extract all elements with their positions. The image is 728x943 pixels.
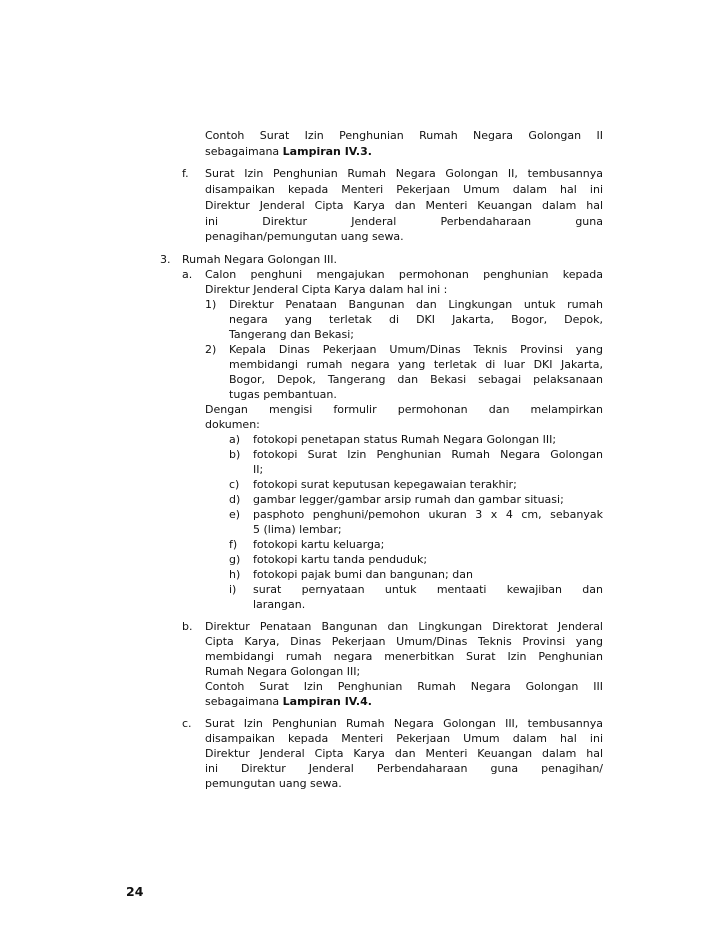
doc-item: fotokopi penetapan status Rumah Negara Golongan III; bbox=[253, 433, 557, 446]
text-line: ini Direktur Jenderal Perbendaharaan guna bbox=[205, 215, 603, 228]
list-label-3: 3. bbox=[160, 253, 171, 266]
text-line: Direktur Jenderal Cipta Karya dalam hal ini : bbox=[205, 283, 448, 296]
text-line: membidangi rumah negara yang terletak di luar DKI Jakarta, bbox=[229, 358, 603, 371]
text-line: Surat Izin Penghunian Rumah Negara Golongan III, tembusannya bbox=[205, 717, 603, 730]
doc-item: surat pernyataan untuk mentaati kewajiban dan bbox=[253, 583, 603, 596]
text-line: ini Direktur Jenderal Perbendaharaan guna penagihan/ bbox=[205, 762, 603, 775]
text-line: disampaikan kepada Menteri Pekerjaan Umum dalam hal ini bbox=[205, 183, 603, 196]
lampiran-ref: Lampiran IV.3. bbox=[282, 145, 372, 158]
text-line: Direktur Penataan Bangunan dan Lingkungan untuk rumah bbox=[229, 298, 603, 311]
text-line: disampaikan kepada Menteri Pekerjaan Umum dalam hal ini bbox=[205, 732, 603, 745]
doc-item: gambar legger/gambar arsip rumah dan gambar situasi; bbox=[253, 493, 564, 506]
doc-label: d) bbox=[229, 493, 241, 506]
doc-item: II; bbox=[253, 463, 264, 476]
text-line: Direktur Jenderal Cipta Karya dan Menteri Keuangan dalam hal bbox=[205, 747, 603, 760]
list-label-f: f. bbox=[182, 167, 189, 180]
text-line: penagihan/pemungutan uang sewa. bbox=[205, 230, 404, 243]
text-line: sebagaimana Lampiran IV.4. bbox=[205, 695, 372, 708]
text-line: Cipta Karya, Dinas Pekerjaan Umum/Dinas Teknis Provinsi yang bbox=[205, 635, 603, 648]
doc-label: e) bbox=[229, 508, 241, 521]
text-line: tugas pembantuan. bbox=[229, 388, 337, 401]
text-line: Dengan mengisi formulir permohonan dan melampirkan bbox=[205, 403, 603, 416]
text-line: negara yang terletak di DKI Jakarta, Bogor, Depok, bbox=[229, 313, 603, 326]
text-line: Contoh Surat Izin Penghunian Rumah Negara Golongan III bbox=[205, 680, 603, 693]
page-number: 24 bbox=[126, 884, 144, 899]
text-line: pemungutan uang sewa. bbox=[205, 777, 342, 790]
text-line: Bogor, Depok, Tangerang dan Bekasi sebagai pelaksanaan bbox=[229, 373, 603, 386]
text-line: Direktur Jenderal Cipta Karya dan Menteri Keuangan dalam hal bbox=[205, 199, 603, 212]
doc-item: fotokopi kartu keluarga; bbox=[253, 538, 385, 551]
list-label-b: b. bbox=[182, 620, 193, 633]
doc-label: a) bbox=[229, 433, 241, 446]
doc-item: fotokopi Surat Izin Penghunian Rumah Negara Golongan bbox=[253, 448, 603, 461]
text-line: membidangi rumah negara menerbitkan Surat Izin Penghunian bbox=[205, 650, 603, 663]
doc-label: f) bbox=[229, 538, 238, 551]
doc-label: b) bbox=[229, 448, 241, 461]
doc-label: g) bbox=[229, 553, 241, 566]
text-line: Direktur Penataan Bangunan dan Lingkungan Direktorat Jenderal bbox=[205, 620, 603, 633]
doc-label: c) bbox=[229, 478, 240, 491]
section-title: Rumah Negara Golongan III. bbox=[182, 253, 337, 266]
text-line: Tangerang dan Bekasi; bbox=[229, 328, 354, 341]
doc-label: h) bbox=[229, 568, 241, 581]
list-label-a: a. bbox=[182, 268, 193, 281]
doc-item: fotokopi kartu tanda penduduk; bbox=[253, 553, 428, 566]
list-label-c: c. bbox=[182, 717, 192, 730]
text-line: sebagaimana Lampiran IV.3. bbox=[205, 145, 372, 158]
list-label-2: 2) bbox=[205, 343, 217, 356]
text-line: Rumah Negara Golongan III; bbox=[205, 665, 361, 678]
doc-item: fotokopi pajak bumi dan bangunan; dan bbox=[253, 568, 473, 581]
doc-label: i) bbox=[229, 583, 237, 596]
list-label-1: 1) bbox=[205, 298, 217, 311]
lampiran-ref: Lampiran IV.4. bbox=[282, 695, 372, 708]
text-line: Contoh Surat Izin Penghunian Rumah Negara Golongan II bbox=[205, 129, 603, 142]
doc-item: pasphoto penghuni/pemohon ukuran 3 x 4 cm, sebanyak bbox=[253, 508, 603, 521]
doc-item: fotokopi surat keputusan kepegawaian terakhir; bbox=[253, 478, 517, 491]
doc-item: larangan. bbox=[253, 598, 306, 611]
doc-item: 5 (lima) lembar; bbox=[253, 523, 342, 536]
text-line: Calon penghuni mengajukan permohonan penghunian kepada bbox=[205, 268, 603, 281]
text-line: dokumen: bbox=[205, 418, 260, 431]
text-line: Surat Izin Penghunian Rumah Negara Golongan II, tembusannya bbox=[205, 167, 603, 180]
text-line: Kepala Dinas Pekerjaan Umum/Dinas Teknis Provinsi yang bbox=[229, 343, 603, 356]
